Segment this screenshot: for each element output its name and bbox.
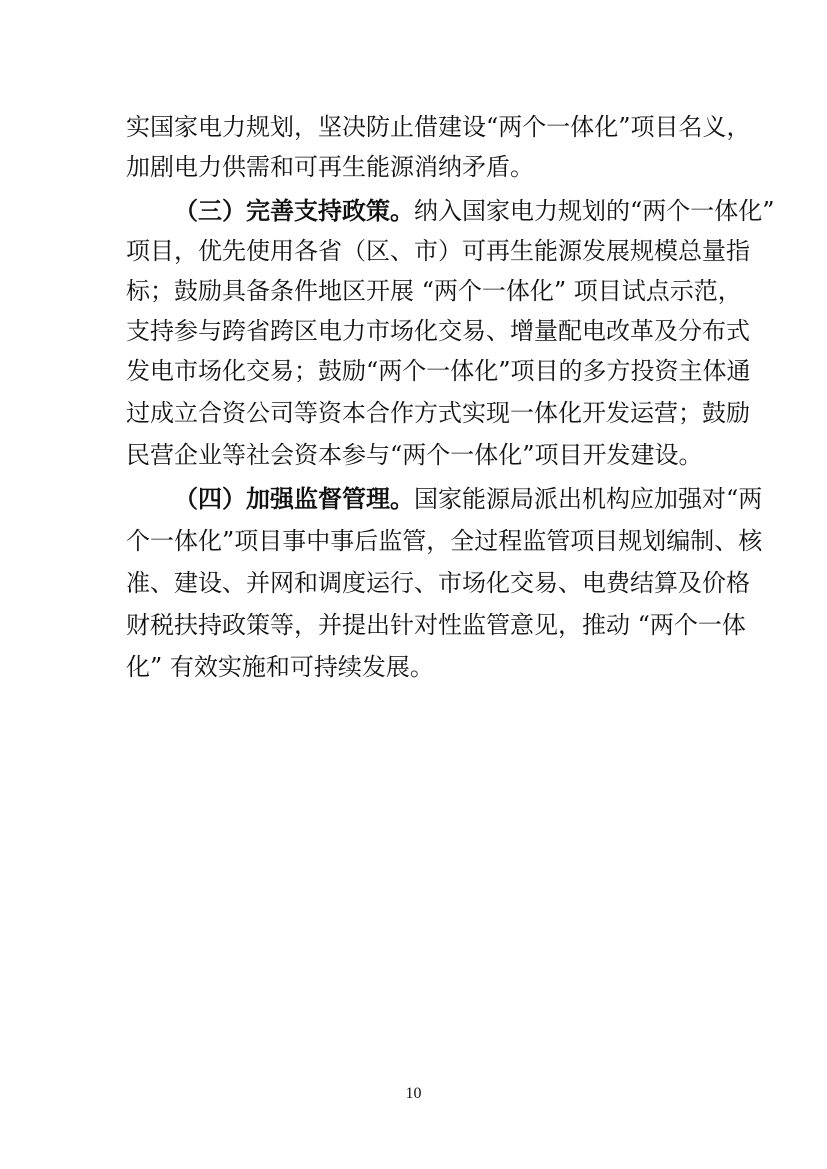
paragraph-2-heading: （三）完善支持政策。	[174, 196, 414, 225]
paragraph-3-line-1-text: 国家能源局派出机构应加强对“两	[414, 485, 763, 513]
paragraph-3-line-5: 化” 有效实施和可持续发展。	[126, 653, 434, 681]
paragraph-2-line-1-text: 纳入国家电力规划的“两个一体化”	[414, 197, 775, 225]
paragraph-2-line-4: 支持参与跨省跨区电力市场化交易、增量配电改革及分布式	[126, 317, 750, 345]
page-number: 10	[405, 1085, 422, 1102]
paragraph-2-line-2: 项目，优先使用各省（区、市）可再生能源发展规模总量指	[126, 237, 750, 265]
paragraph-2-line-3: 标；鼓励具备条件地区开展 “两个一体化” 项目试点示范，	[126, 277, 742, 305]
paragraph-3-line-3: 准、建设、并网和调度运行、市场化交易、电费结算及价格	[126, 569, 750, 597]
paragraph-1-line-2: 加剧电力供需和可再生能源消纳矛盾。	[126, 153, 534, 181]
paragraph-3-heading: （四）加强监督管理。	[174, 484, 414, 513]
paragraph-2-line-7: 民营企业等社会资本参与“两个一体化”项目开发建设。	[126, 441, 703, 469]
paragraph-3-line-2: 个一体化”项目事中事后监管，全过程监管项目规划编制、核	[126, 527, 763, 555]
paragraph-3-line-1	[174, 480, 763, 518]
paragraph-2-line-6: 过成立合资公司等资本合作方式实现一体化开发运营；鼓励	[126, 399, 750, 427]
paragraph-1-line-1: 实国家电力规划，坚决防止借建设“两个一体化”项目名义，	[126, 113, 751, 141]
paragraph-2-line-5: 发电市场化交易；鼓励“两个一体化”项目的多方投资主体通	[126, 357, 751, 385]
paragraph-3-line-4: 财税扶持政策等，并提出针对性监管意见，推动 “两个一体	[126, 611, 746, 639]
paragraph-2-line-1	[174, 192, 775, 230]
